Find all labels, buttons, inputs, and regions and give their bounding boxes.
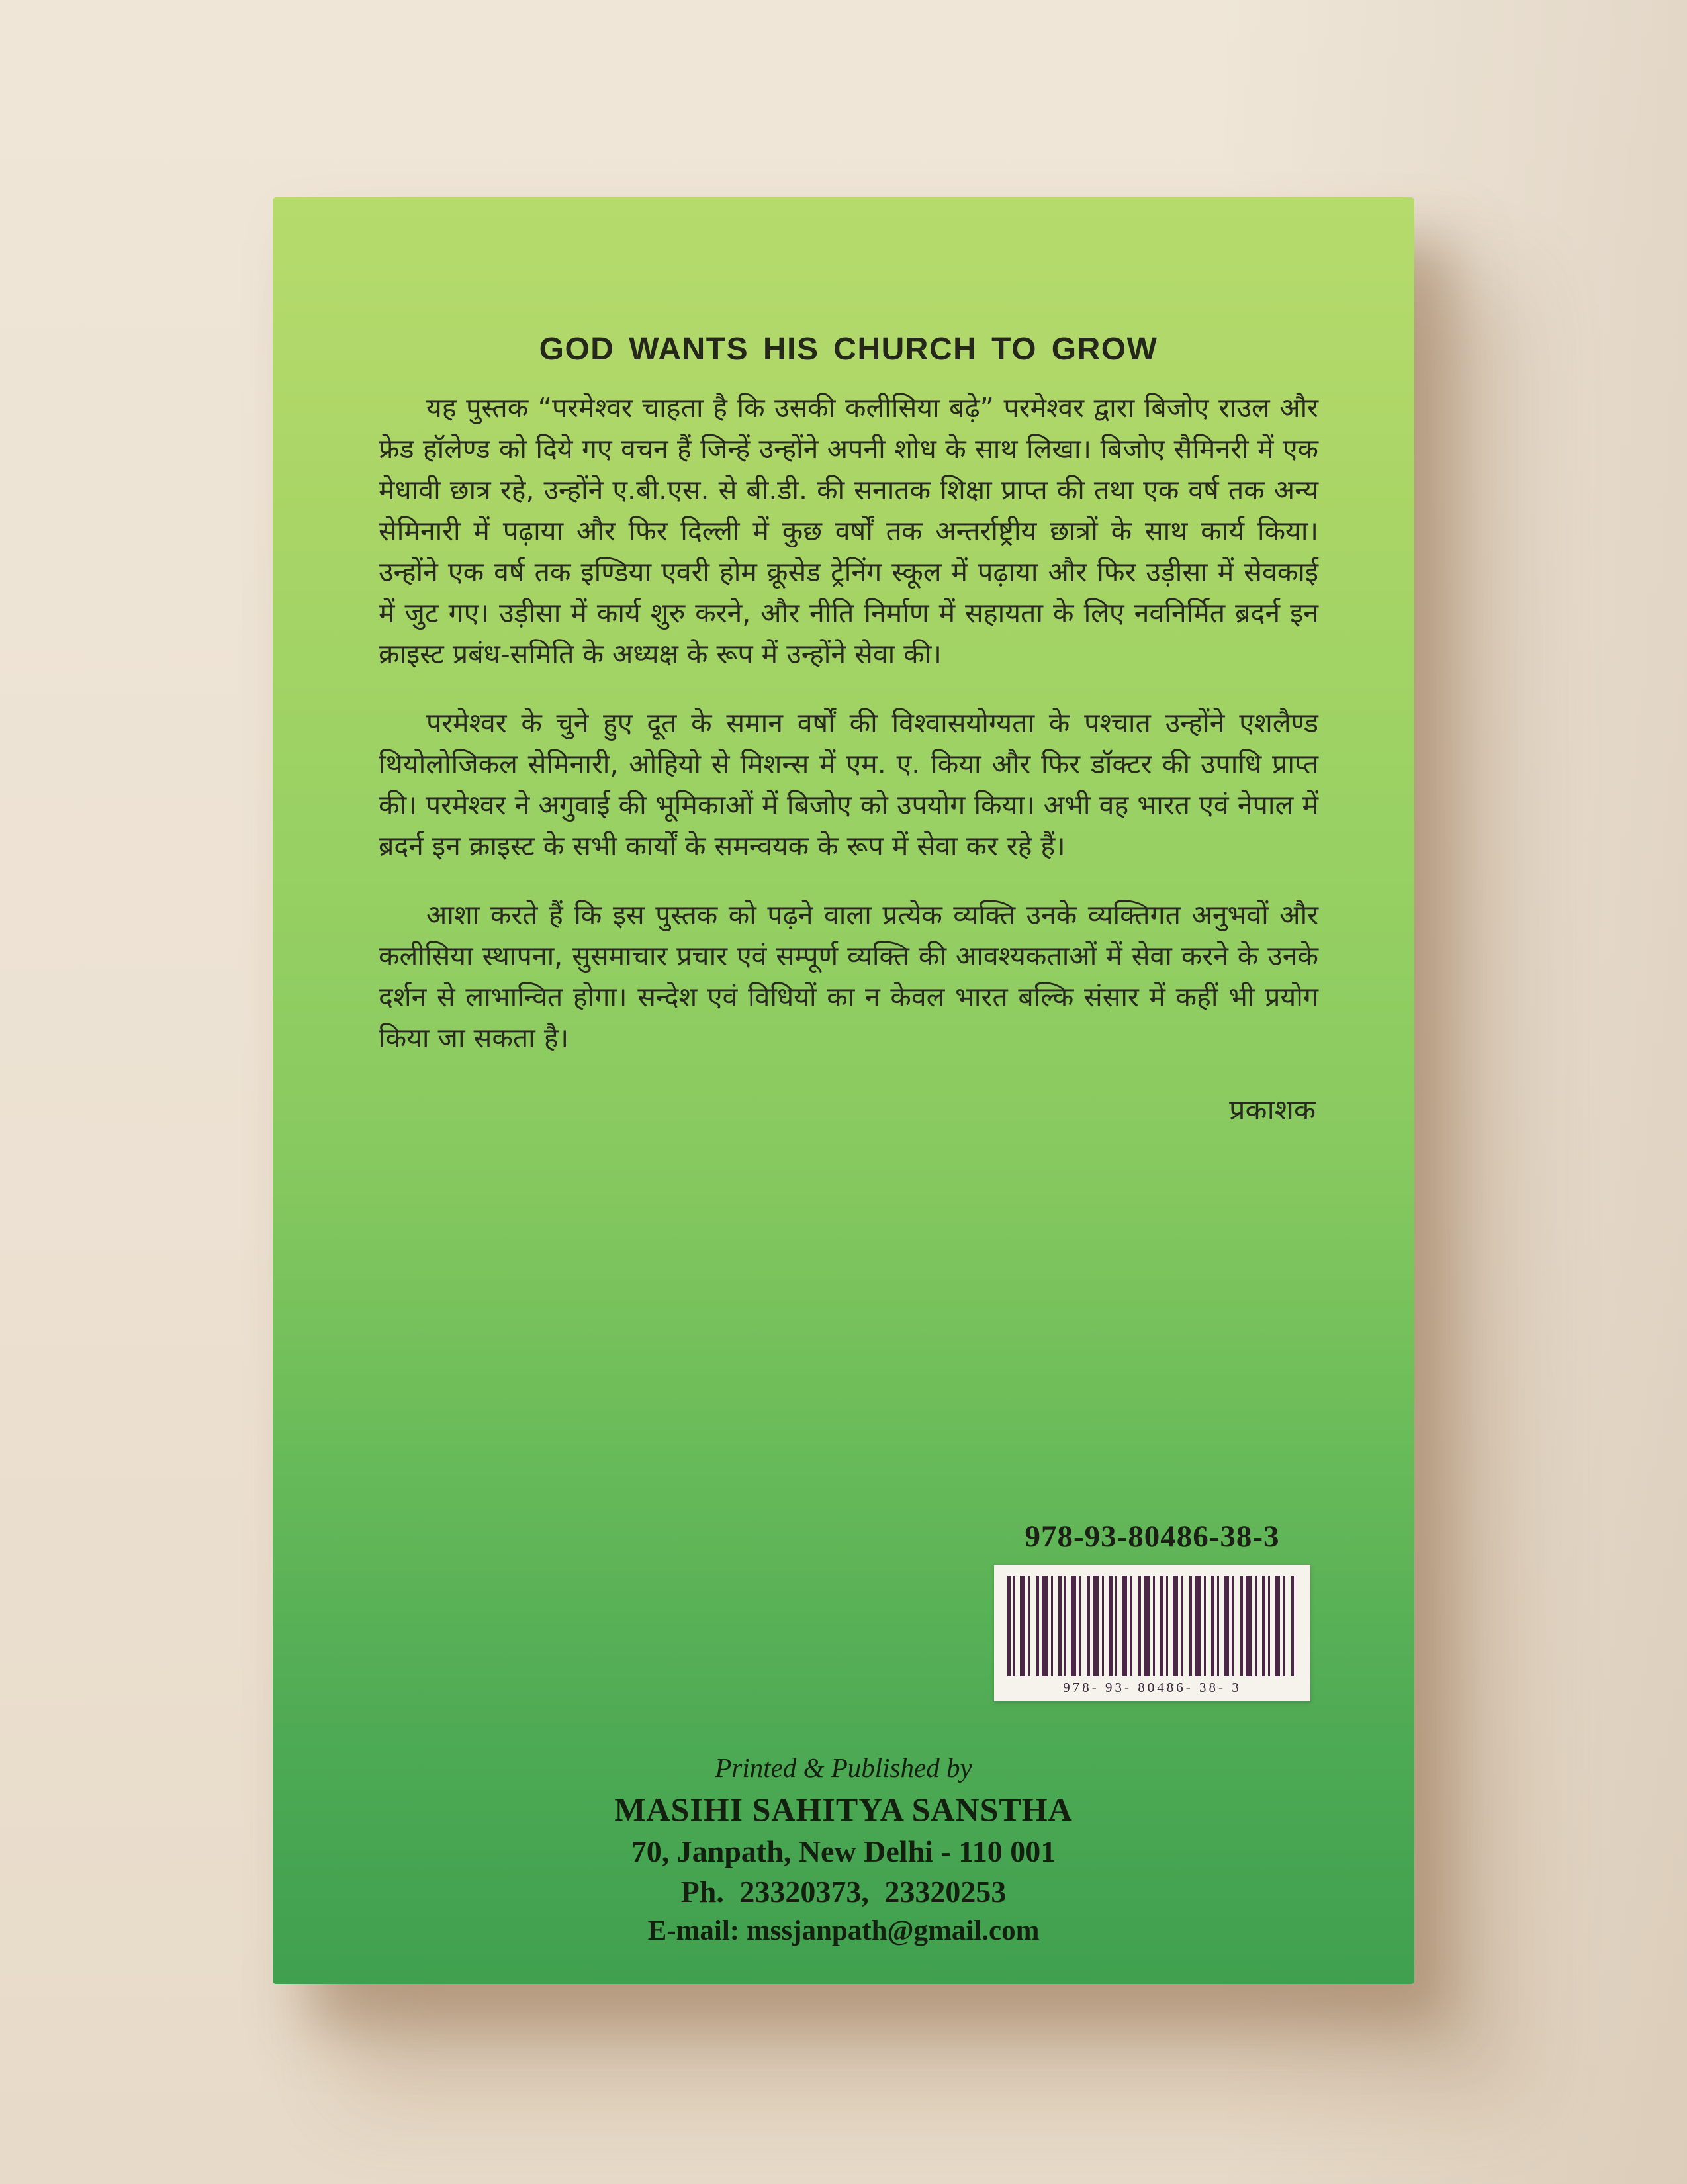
barcode-number: 978- 93- 80486- 38- 3: [1063, 1680, 1242, 1695]
cover-text-block: [379, 197, 1318, 1128]
publisher-address: 70, Janpath, New Delhi - 110 001: [631, 1834, 1056, 1868]
publisher-name: MASIHI SAHITYA SANSTHA: [614, 1791, 1073, 1828]
book-back-cover: [273, 197, 1414, 1984]
printed-published-label: Printed & Published by: [715, 1752, 972, 1783]
isbn-text: 978-93-80486-38-3: [1025, 1519, 1280, 1554]
barcode-bars-icon: [1007, 1576, 1297, 1676]
publisher-block: [273, 1752, 1414, 1947]
publisher-phone: Ph. 23320373, 23320253: [680, 1875, 1007, 1909]
cover-paragraph-3: आशा करते हैं कि इस पुस्तक को पढ़ने वाला प्रत्येक व्यक्ति उनके व्यक्तिगत अनुभवों और कलीसिया स्थापना, सुसमाचार प्रचार एवं सम्पूर्ण व्यक्ति की आवश्यकताओं में सेवा करने के उनके दर्शन से लाभान्वित होगा। सन्देश एवं विधियों का न केवल भारत बल्कि संसार में कहीं भी प्रयोग किया जा सकता है।: [379, 899, 1318, 1054]
cover-title: GOD WANTS HIS CHURCH TO GROW: [539, 332, 1158, 367]
barcode: [994, 1565, 1310, 1701]
publisher-signature: प्रकाशक: [1229, 1094, 1316, 1127]
cover-paragraph-2: परमेश्वर के चुने हुए दूत के समान वर्षों की विश्वासयोग्यता के पश्चात उन्होंने एशलैण्ड थियोलोजिकल सेमिनारी, ओहियो से मिशन्स में एम. ए. किया और फिर डॉक्टर की उपाधि प्राप्त की। परमेश्वर ने अगुवाई की भूमिकाओं में बिजोए को उपयोग किया। अभी वह भारत एवं नेपाल में ब्रदर्न इन क्राइस्ट के सभी कार्यों के समन्वयक के रूप में सेवा कर रहे हैं।: [379, 707, 1318, 862]
cover-paragraph-1: यह पुस्तक “परमेश्वर चाहता है कि उसकी कलीसिया बढ़े” परमेश्वर द्वारा बिजोए राउल और फ्रेड हॉलेण्ड को दिये गए वचन हैं जिन्हें उन्होंने अपनी शोध के साथ लिखा। बिजोए सैमिनरी में एक मेधावी छात्र रहे, उन्होंने ए.बी.एस. से बी.डी. की सनातक शिक्षा प्राप्त की तथा एक वर्ष तक अन्य सेमिनारी में पढ़ाया और फिर दिल्ली में कुछ वर्षों तक अन्तर्राष्ट्रीय छात्रों के साथ कार्य किया। उन्होंने एक वर्ष तक इण्डिया एवरी होम क्रूसेड ट्रेनिंग स्कूल में पढ़ाया और फिर उड़ीसा में सेवकाई में जुट गए। उड़ीसा में कार्य शुरु करने, और नीति निर्माण में सहायता के लिए नवनिर्मित ब्रदर्न इन क्राइस्ट प्रबंध-समिति के अध्यक्ष के रूप में उन्होंने सेवा की।: [379, 392, 1318, 670]
isbn-block: [994, 1519, 1310, 1701]
publisher-email: E-mail: mssjanpath@gmail.com: [647, 1915, 1040, 1946]
